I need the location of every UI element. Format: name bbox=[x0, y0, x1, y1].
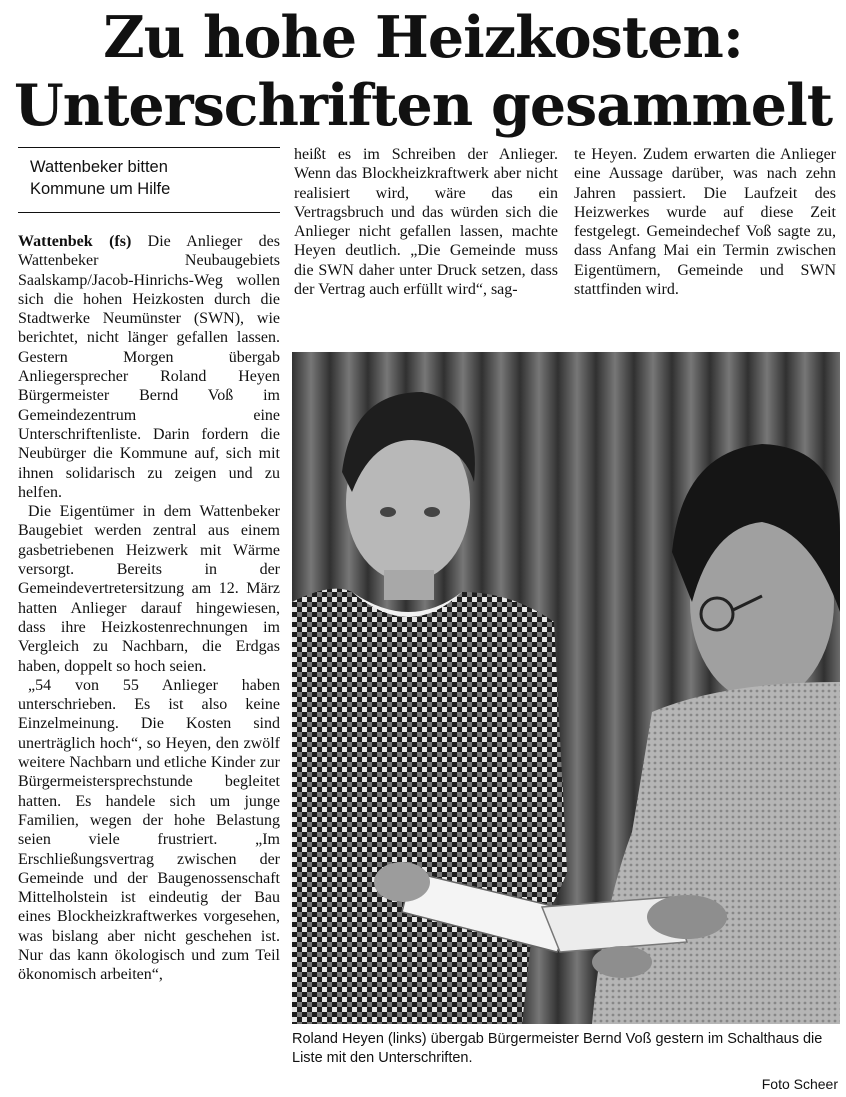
subhead-top-rule bbox=[18, 147, 280, 148]
article-paragraph-4: heißt es im Schreiben der Anlieger. Wenn das Blockheizkraftwerk aber nicht realisiert wird, wäre das ein Vertragsbruch und das würden sich die Anlieger nicht gefallen lassen, machte Heyen deutlich. „Die Gemeinde muss die SWN daher unter Druck setzen, dass der Vertrag auch erfüllt wird“, sag- bbox=[294, 146, 558, 299]
article-paragraph-2: Die Eigentümer in dem Wattenbeker Baugebiet werden zentral aus einem gasbetriebenen Heizwerk mit Wärme versorgt. Bereits in der Gemeindevertretersitzung am 12. März hatten Anlieger darauf hingewiesen, dass ihre Heizkostenrechnungen im Vergleich zu Nachbarn, die Erdgas haben, doppelt so hoch seien. bbox=[18, 503, 280, 675]
subhead-line-2: Kommune um Hilfe bbox=[30, 180, 171, 198]
subhead-bottom-rule bbox=[18, 212, 280, 213]
article-column-1 bbox=[18, 232, 280, 985]
dateline: Wattenbek (fs) bbox=[18, 233, 132, 250]
article-paragraph-5: te Heyen. Zudem erwarten die Anlieger eine Aussage darüber, was nach zehn Jahren passiert. Die Laufzeit des Heizwerkes wurde auf diese Zeit festgelegt. Gemeindechef Voß sagte zu, dass Anfang Mai ein Termin zwischen Eigentümern, Gemeinde und SWN stattfinden wird. bbox=[574, 146, 836, 299]
photo-caption: Roland Heyen (links) übergab Bürgermeister Bernd Voß gestern im Schalthaus die Liste mit den Unterschriften. bbox=[292, 1031, 823, 1066]
paragraph-1-text: Die Anlieger des Wattenbeker Neubaugebiets Saalskamp/Jacob-Hinrichs-Weg wollen sich die hohen Heizkosten durch die Stadtwerke Neumünster (SWN), wie berichtet, nicht länger gefallen lassen. Gestern Morgen übergab Anliegersprecher Roland Heyen Bürgermeister Bernd Voß im Gemeindezentrum eine Unterschriftenliste. Darin fordern die Neubürger die Kommune auf, sich mit ihnen solidarisch zu zeigen und zu helfen. bbox=[18, 233, 280, 501]
headline-line-2: Unterschriften gesammelt bbox=[13, 72, 833, 139]
article-column-3 bbox=[574, 145, 836, 299]
article-paragraph-1 bbox=[18, 232, 280, 502]
article-paragraph-3: „54 von 55 Anlieger haben unterschrieben. Es ist also keine Einzelmeinung. Die Kosten sind unerträglich hoch“, so Heyen, den zwölf weitere Nachbarn und etliche Kinder zur Bürgermeistersprechstunde begleitet hatten. Es handele sich um junge Familien, wegen der hohe Belastung seien viele frustriert. „Im Erschließungsvertrag zwischen der Gemeinde und der Baugenossenschaft Mittelholstein ist eindeutig der Bau eines Blockheizkraftwerkes vorgesehen, was bislang aber nicht geschehen ist. Nur das kann ökologisch und zum Teil ökonomisch arbeiten“, bbox=[18, 676, 280, 984]
subhead-line-1: Wattenbeker bitten bbox=[30, 158, 168, 176]
news-photo bbox=[292, 352, 840, 1024]
subhead bbox=[30, 156, 280, 200]
headline bbox=[0, 4, 846, 140]
headline-line-1: Zu hohe Heizkosten: bbox=[103, 4, 743, 71]
photo-credit: Foto Scheer bbox=[761, 1076, 838, 1092]
article-column-2 bbox=[294, 145, 558, 299]
